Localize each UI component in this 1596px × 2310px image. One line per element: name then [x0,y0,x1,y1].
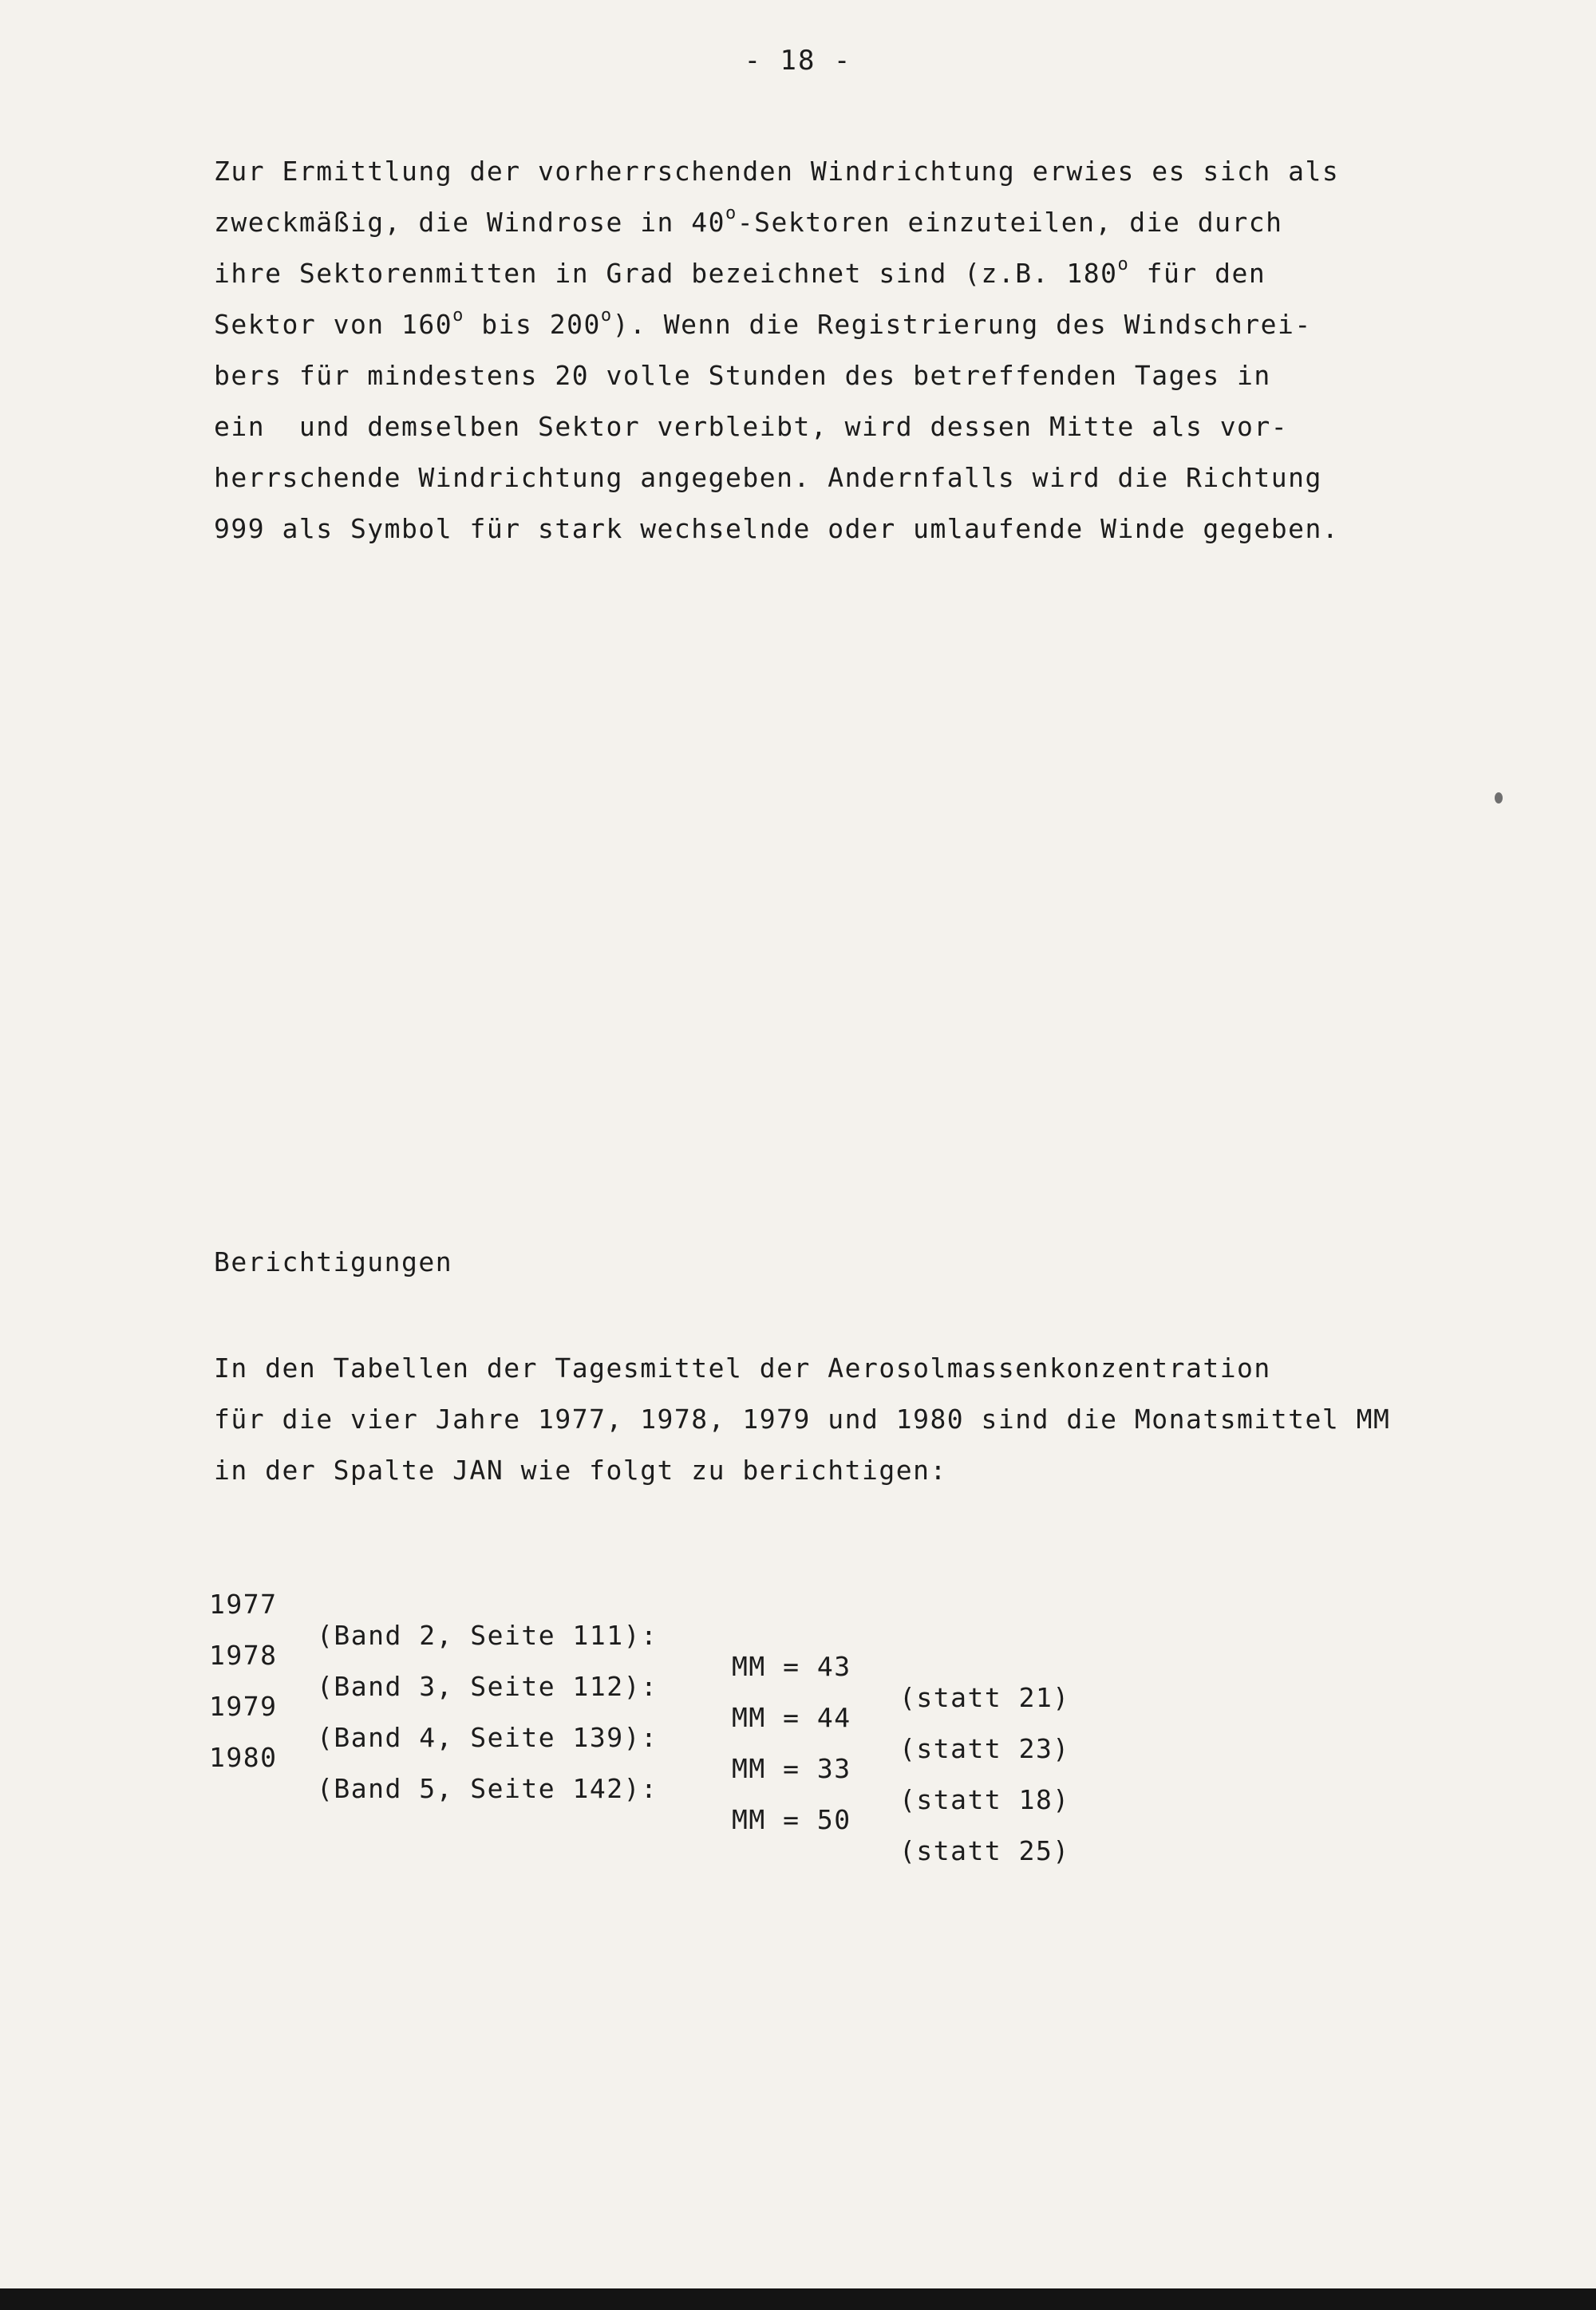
correction-year: 1977 [209,1589,278,1620]
paragraph-line-3 [214,255,1266,290]
text-segment: -Sektoren einzuteilen, die durch [737,207,1283,238]
text-segment: Sektor von 160 [214,309,453,340]
text-segment: ). Wenn die Registrierung des Windschrei- [612,309,1312,340]
paragraph-line-1: Zur Ermittlung der vorherrschenden Windrichtung erwies es sich als [214,156,1340,187]
section-heading: Berichtigungen [214,1246,453,1277]
paragraph-line-6: ein und demselben Sektor verbleibt, wird dessen Mitte als vor- [214,411,1289,442]
correction-value: MM = 44 [732,1702,851,1733]
correction-year: 1980 [209,1742,278,1773]
corrections-intro-line-1: In den Tabellen der Tagesmittel der Aerosolmassenkonzentration [214,1352,1271,1384]
corrections-intro-line-2: für die vier Jahre 1977, 1978, 1979 und 1980 sind die Monatsmittel MM [214,1404,1391,1435]
text-segment: für den [1129,258,1266,289]
text-segment: ihre Sektorenmitten in Grad bezeichnet sind (z.B. 180 [214,258,1118,289]
correction-old-value: (statt 25) [899,1835,1070,1866]
correction-value: MM = 50 [732,1804,851,1835]
degree-sign: o [725,203,737,223]
correction-old-value: (statt 18) [899,1784,1070,1815]
correction-year: 1978 [209,1640,278,1671]
paragraph-line-8: 999 als Symbol für stark wechselnde oder umlaufende Winde gegeben. [214,513,1340,544]
correction-reference: (Band 4, Seite 139): [317,1722,658,1753]
correction-value: MM = 43 [732,1651,851,1682]
degree-sign: o [1117,255,1130,274]
paragraph-line-5: bers für mindestens 20 volle Stunden des betreffenden Tages in [214,360,1271,391]
correction-value: MM = 33 [732,1753,851,1784]
paragraph-line-2 [214,203,1283,239]
correction-year: 1979 [209,1691,278,1722]
correction-reference: (Band 2, Seite 111): [317,1620,658,1651]
text-segment: zweckmäßig, die Windrose in 40 [214,207,726,238]
paragraph-line-7: herrschende Windrichtung angegeben. Andernfalls wird die Richtung [214,462,1322,493]
paper-speck [1495,792,1503,804]
correction-reference: (Band 5, Seite 142): [317,1773,658,1804]
degree-sign: o [452,306,464,326]
correction-old-value: (statt 23) [899,1733,1070,1764]
page-number: - 18 - [744,45,852,77]
correction-old-value: (statt 21) [899,1682,1070,1713]
corrections-intro-line-3: in der Spalte JAN wie folgt zu berichtigen: [214,1455,947,1486]
scan-bottom-edge [0,2288,1596,2310]
paragraph-line-4 [214,306,1312,341]
text-segment: bis 200 [464,309,601,340]
degree-sign: o [600,306,613,326]
correction-reference: (Band 3, Seite 112): [317,1671,658,1702]
